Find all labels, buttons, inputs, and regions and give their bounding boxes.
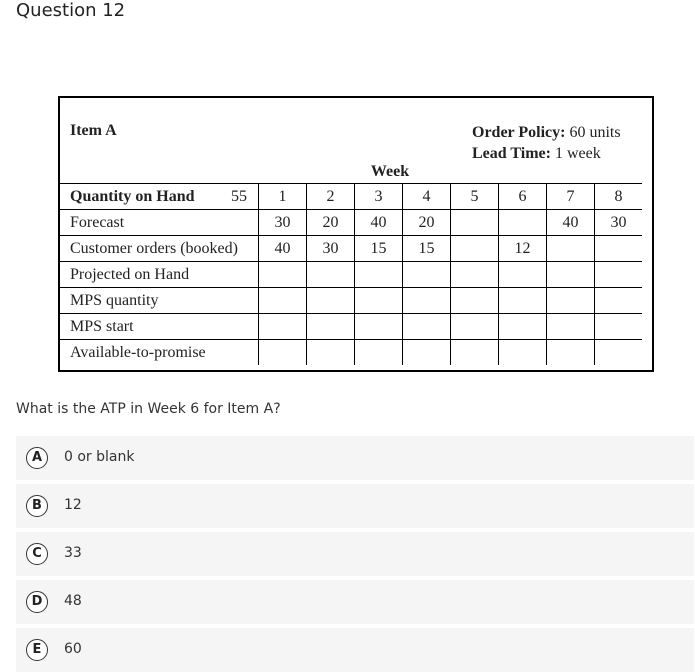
cell: 30 — [259, 210, 307, 236]
cell: 40 — [259, 236, 307, 262]
option-letter-badge: D — [26, 591, 48, 613]
cell — [547, 340, 595, 366]
option-text: 0 or blank — [64, 449, 135, 465]
policy-block — [472, 122, 621, 164]
option-text: 60 — [64, 641, 82, 657]
cell — [403, 262, 451, 288]
option-letter-badge: A — [26, 447, 48, 469]
week-number: 4 — [403, 184, 451, 210]
lead-time-label: Lead Time: — [472, 145, 551, 162]
qoh-value: 55 — [231, 187, 247, 205]
row-label: Customer orders (booked) — [60, 236, 259, 262]
cell: 40 — [355, 210, 403, 236]
cell: 20 — [307, 210, 355, 236]
cell — [547, 262, 595, 288]
cell — [595, 340, 643, 366]
cell — [499, 288, 547, 314]
cell: 12 — [499, 236, 547, 262]
cell — [259, 288, 307, 314]
cell — [355, 262, 403, 288]
option-d[interactable] — [16, 580, 694, 624]
week-number: 1 — [259, 184, 307, 210]
cell — [499, 262, 547, 288]
row-label: Forecast — [60, 210, 259, 236]
mps-table — [58, 96, 654, 372]
cell — [259, 340, 307, 366]
row-forecast — [60, 210, 642, 236]
cell — [451, 236, 499, 262]
option-letter-badge: E — [26, 639, 48, 661]
row-mps-quantity — [60, 288, 642, 314]
option-letter-badge: C — [26, 543, 48, 565]
row-mps-start — [60, 314, 642, 340]
cell — [355, 314, 403, 340]
cell: 15 — [403, 236, 451, 262]
cell — [403, 340, 451, 366]
cell — [307, 262, 355, 288]
cell — [595, 288, 643, 314]
cell: 40 — [547, 210, 595, 236]
cell — [307, 340, 355, 366]
qoh-cell — [60, 184, 259, 210]
row-label: Available-to-promise — [60, 340, 259, 366]
cell — [403, 314, 451, 340]
option-a[interactable] — [16, 436, 694, 480]
order-policy-label: Order Policy: — [472, 124, 566, 141]
cell — [355, 288, 403, 314]
cell — [259, 262, 307, 288]
cell — [451, 340, 499, 366]
option-b[interactable] — [16, 484, 694, 528]
row-projected-on-hand — [60, 262, 642, 288]
option-text: 12 — [64, 497, 82, 513]
cell — [451, 210, 499, 236]
cell — [307, 288, 355, 314]
cell — [595, 314, 643, 340]
row-label: MPS start — [60, 314, 259, 340]
cell — [595, 262, 643, 288]
cell — [547, 236, 595, 262]
row-available-to-promise — [60, 340, 642, 366]
week-number: 5 — [451, 184, 499, 210]
cell — [451, 262, 499, 288]
cell — [595, 236, 643, 262]
week-number: 6 — [499, 184, 547, 210]
cell: 30 — [595, 210, 643, 236]
mps-grid — [60, 183, 642, 365]
option-e[interactable] — [16, 628, 694, 672]
item-label: Item A — [70, 122, 117, 139]
question-text: What is the ATP in Week 6 for Item A? — [16, 401, 281, 417]
week-number: 8 — [595, 184, 643, 210]
option-letter-badge: B — [26, 495, 48, 517]
cell — [451, 314, 499, 340]
week-number: 2 — [307, 184, 355, 210]
cell — [403, 288, 451, 314]
week-number: 7 — [547, 184, 595, 210]
week-number: 3 — [355, 184, 403, 210]
week-header: Week — [370, 163, 410, 180]
header-row — [60, 184, 642, 210]
option-text: 48 — [64, 593, 82, 609]
option-text: 33 — [64, 545, 82, 561]
cell — [499, 340, 547, 366]
cell — [259, 314, 307, 340]
cell — [547, 314, 595, 340]
cell — [547, 288, 595, 314]
cell — [499, 314, 547, 340]
qoh-label: Quantity on Hand — [70, 187, 195, 205]
question-title: Question 12 — [16, 0, 126, 21]
cell: 30 — [307, 236, 355, 262]
row-label: MPS quantity — [60, 288, 259, 314]
lead-time-value: 1 week — [554, 145, 601, 162]
cell — [499, 210, 547, 236]
cell: 20 — [403, 210, 451, 236]
row-customer-orders — [60, 236, 642, 262]
cell — [451, 288, 499, 314]
cell: 15 — [355, 236, 403, 262]
order-policy-value: 60 units — [569, 124, 621, 141]
cell — [355, 340, 403, 366]
option-c[interactable] — [16, 532, 694, 576]
row-label: Projected on Hand — [60, 262, 259, 288]
cell — [307, 314, 355, 340]
